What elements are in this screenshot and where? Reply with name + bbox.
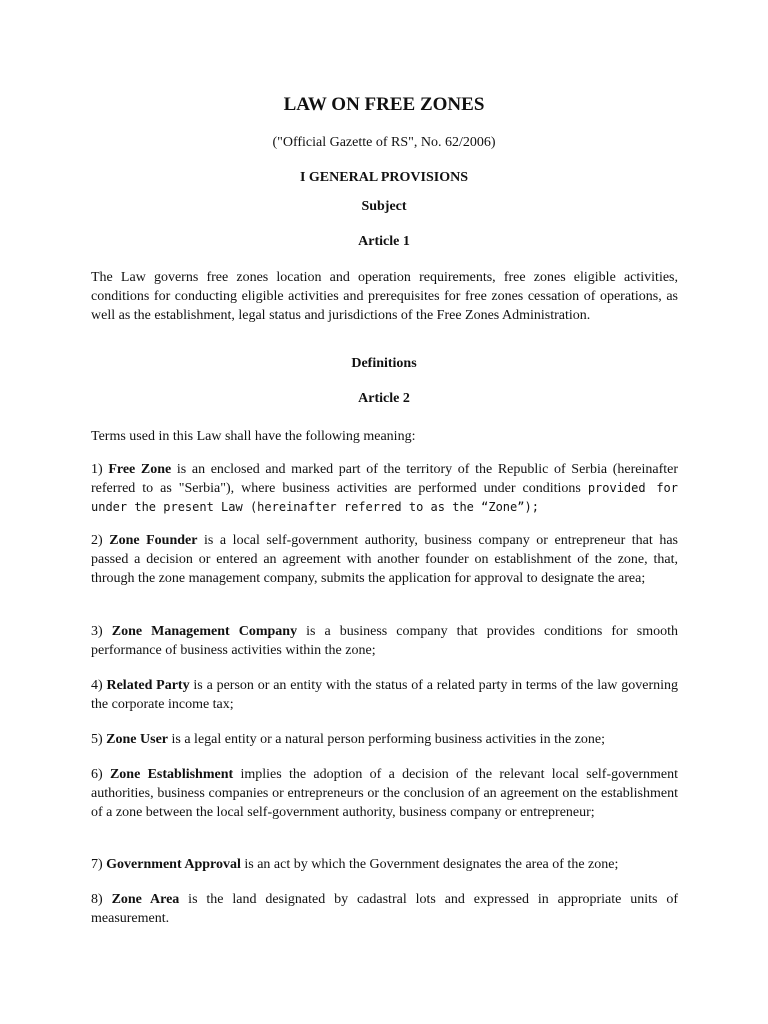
document-title: LAW ON FREE ZONES bbox=[283, 94, 485, 115]
definition-term: Zone Management Company bbox=[111, 624, 298, 639]
article-1-text: The Law governs free zones location and operation requirements, free zones eligible activities, conditions for conducting eligible activities and prerequisites for free zones cessation of operations, as well as the establishment, legal status and jurisdictions of the Free Zones Administration. bbox=[91, 270, 678, 323]
definition-term: Related Party bbox=[106, 678, 190, 693]
definition-item bbox=[91, 730, 678, 749]
definition-number: 8) bbox=[91, 892, 103, 907]
definition-number: 3) bbox=[91, 624, 103, 639]
definition-text: implies the adoption of a decision of the relevant local self-government authorities, business companies or entrepreneurs or the conclusion of an agreement on the establishment of a zone between the local self-government authority, business company or entrepreneur; bbox=[91, 767, 678, 820]
definition-text: is a person or an entity with the status of a related party in terms of the law governing the corporate income tax; bbox=[91, 678, 678, 712]
definition-item bbox=[91, 855, 678, 874]
definition-number: 7) bbox=[91, 857, 103, 872]
definition-text-continued: provided for under the present Law (hereinafter referred to as the “Zone”); bbox=[91, 481, 678, 514]
definition-term: Zone Area bbox=[111, 892, 180, 907]
definition-text: is a local self-government authority, business company or entrepreneur that has passed a decision or entered an agreement with another founder on establishment of the zone, that, through the zone management company, submits the application for approval to designate the area; bbox=[91, 533, 678, 586]
definition-text: is a legal entity or a natural person performing business activities in the zone; bbox=[168, 732, 605, 747]
definition-item bbox=[91, 622, 678, 660]
definition-term: Free Zone bbox=[108, 462, 172, 477]
article-1-heading: Article 1 bbox=[358, 234, 410, 249]
definition-item bbox=[91, 765, 678, 822]
article-2-heading: Article 2 bbox=[358, 391, 410, 406]
definition-number: 6) bbox=[91, 767, 103, 782]
chapter-heading: I GENERAL PROVISIONS bbox=[299, 170, 469, 185]
definition-item bbox=[91, 460, 678, 517]
definition-item bbox=[91, 531, 678, 588]
definition-number: 1) bbox=[91, 462, 103, 477]
definition-term: Government Approval bbox=[106, 857, 241, 872]
section-heading-definitions: Definitions bbox=[351, 356, 417, 371]
definition-number: 5) bbox=[91, 732, 103, 747]
definition-text: is a business company that provides conditions for smooth performance of business activities within the zone; bbox=[91, 624, 678, 658]
definition-term: Zone Establishment bbox=[109, 767, 234, 782]
section-heading-subject: Subject bbox=[361, 199, 407, 214]
definition-text: is an act by which the Government designates the area of the zone; bbox=[240, 857, 619, 872]
definition-number: 2) bbox=[91, 533, 103, 548]
definition-item bbox=[91, 676, 678, 714]
definition-text: is an enclosed and marked part of the territory of the Republic of Serbia (hereinafter referred to as "Serbia"), where business activities are performed under conditions bbox=[91, 462, 678, 496]
definition-term: Zone Founder bbox=[109, 533, 198, 548]
article-2-intro: Terms used in this Law shall have the following meaning: bbox=[91, 429, 416, 444]
gazette-reference: ("Official Gazette of RS", No. 62/2006) bbox=[272, 135, 496, 150]
definition-number: 4) bbox=[91, 678, 103, 693]
definition-text: is the land designated by cadastral lots and expressed in appropriate units of measurement. bbox=[91, 892, 679, 926]
definition-item bbox=[91, 890, 678, 928]
definition-term: Zone User bbox=[106, 732, 168, 747]
